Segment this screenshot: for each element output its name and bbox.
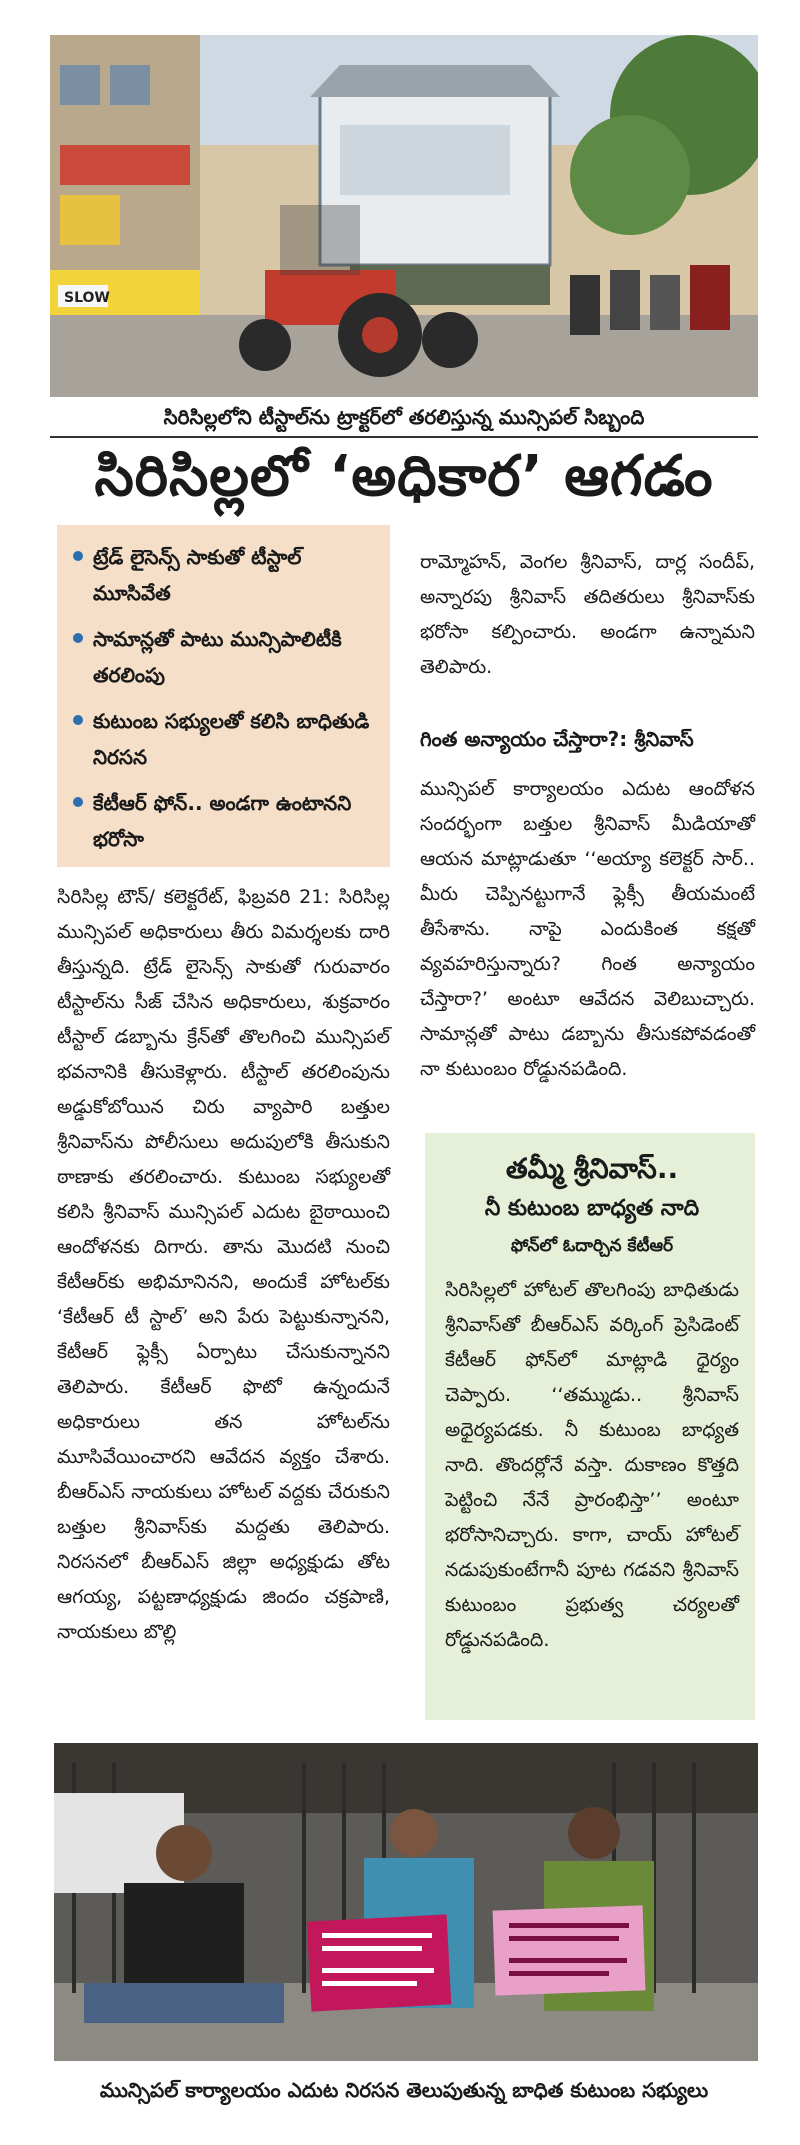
ktr-sidebar-box [425, 1133, 755, 1720]
sidebar-subtitle: నీ కుటుంబ బాధ్యత నాది [484, 1196, 700, 1221]
highlight-text: సామాన్లతో పాటు మున్సిపాలిటీకి తరలింపు [93, 627, 342, 687]
sidebar-body: సిరిసిల్లలో హోటల్ తొలగింపు బాధితుడు శ్రీనివాస్‌తో బీఆర్ఎస్ వర్కింగ్ ప్రెసిడెంట్ కేటీఆర్ ఫోన్‌లో మాట్లాడి ధైర్యం చెప్పారు. ‘‘తమ్ముడు.. శ్రీనివాస్ అధైర్యపడకు. నీ కుటుంబ బాధ్యత నాది. తొందర్లోనే వస్తా. దుకాణం కొత్తది పెట్టించి నేనే ప్రారంభిస్తా’’ అంటూ భరోసానిచ్చారు. కాగా, చాయ్ హోటల్ నడుపుకుంటేగానీ పూట గడవని శ్రీనివాస్ కుటుంబం ప్రభుత్వ చర్యలతో రోడ్డునపడింది. [445, 1279, 739, 1651]
sidebar-kicker: ఫోన్‌లో ఓదార్చిన కేటీఆర్ [510, 1236, 674, 1256]
top-photo-caption: సిరిసిల్లలోని టీస్టాల్‌ను ట్రాక్టర్‌లో తరలిస్తున్న మున్సిపల్ సిబ్బంది [163, 405, 645, 429]
bottom-photo-caption: మున్సిపల్ కార్యాలయం ఎదుట నిరసన తెలుపుతున్న బాధిత కుటుంబ సభ్యులు [99, 2078, 709, 2102]
tractor-street-scene [50, 35, 758, 397]
slow-sign-text: SLOW [64, 290, 110, 306]
bullet-icon [73, 551, 83, 561]
bullet-icon [73, 797, 83, 807]
divider [50, 436, 758, 438]
highlight-item [73, 785, 376, 857]
headline: సిరిసిల్లలో ‘అధికార’ ఆగడం [94, 444, 714, 509]
protest-family-scene [54, 1743, 758, 2061]
left-article-body: సిరిసిల్ల టౌన్/ కలెక్టరేట్, ఫిబ్రవరి 21: సిరిసిల్ల మున్సిపల్ అధికారులు తీరు విమర్శలకు దారి తీస్తున్నది. ట్రేడ్ లైసెన్స్ సాకుతో గురువారం టీస్టాల్‌ను సీజ్ చేసిన అధికారులు, శుక్రవారం టీస్టాల్ డబ్బాను క్రేన్‌తో తొలగించి మున్సిపల్ భవనానికి తీసుకెళ్లారు. టీస్టాల్ తరలింపును అడ్డుకోబోయిన చిరు వ్యాపారి బత్తుల శ్రీనివాస్‌ను పోలీసులు అదుపులోకి తీసుకుని ఠాణాకు తరలించారు. కుటుంబ సభ్యులతో కలిసి శ్రీనివాస్ మున్సిపల్ ఎదుట బైఠాయించి ఆందోళనకు దిగారు. తాను మొదటి నుంచి కేటీఆర్‌కు అభిమానినని, అందుకే హోటల్‌కు ‘కేటీఆర్ టీ స్టాల్’ అని పేరు పెట్టుకున్నానని, కేటీఆర్ ఫ్లెక్సీ ఏర్పాటు చేసుకున్నానని తెలిపారు. కేటీఆర్ ఫొటో ఉన్నందునే అధికారులు తన హోటల్‌ను మూసివేయించారని ఆవేదన వ్యక్తం చేశారు. బీఆర్ఎస్ నాయకులు హోటల్ వద్దకు చేరుకుని బత్తుల శ్రీనివాస్‌కు మద్దతు తెలిపారు. నిరసనలో బీఆర్ఎస్ జిల్లా అధ్యక్షుడు తోట ఆగయ్య, పట్టణాధ్యక్షుడు జిందం చక్రపాణి, నాయకులు బొల్లి [57, 886, 390, 1643]
highlight-text: కుటుంబ సభ్యులతో కలిసి బాధితుడి నిరసన [93, 709, 370, 769]
right-article-body-2: మున్సిపల్ కార్యాలయం ఎదుట ఆందోళన సందర్భంగా బత్తుల శ్రీనివాస్ మీడియాతో ఆయన మాట్లాడుతూ ‘‘అయ్యా కలెక్టర్ సార్.. మీరు చెప్పినట్టుగానే ఫ్లెక్సీ తీయమంటే తీసేశాను. నాపై ఎందుకింత కక్షతో వ్యవహరిస్తున్నారు? గింత అన్యాయం చేస్తారా?’ అంటూ ఆవేదన వెలిబుచ్చారు. సామాన్లతో పాటు డబ్బాను తీసుకపోవడంతో నా కుటుంబం రోడ్డునపడింది. [420, 778, 755, 1080]
top-photo [50, 35, 758, 397]
bullet-icon [73, 633, 83, 643]
sidebar-title: తమ్మీ శ్రీనివాస్.. [505, 1152, 679, 1185]
highlight-item [73, 621, 376, 693]
highlight-text: ట్రేడ్ లైసెన్స్ సాకుతో టీస్టాల్ మూసివేత [93, 545, 302, 605]
highlight-text: కేటీఆర్ ఫోన్.. అండగా ఉంటానని భరోసా [93, 791, 352, 851]
subheading: గింత అన్యాయం చేస్తారా?: శ్రీనివాస్ [420, 727, 694, 751]
bullet-icon [73, 715, 83, 725]
bottom-photo [54, 1743, 758, 2061]
highlights-box [57, 525, 390, 867]
highlight-item [73, 703, 376, 775]
right-article-body: రామ్మోహన్, వెంగల శ్రీనివాస్, దార్ల సందీప్, అన్నారపు శ్రీనివాస్ తదితరులు శ్రీనివాస్‌కు భరోసా కల్పించారు. అండగా ఉన్నామని తెలిపారు. [420, 551, 755, 678]
highlight-item [73, 539, 376, 611]
